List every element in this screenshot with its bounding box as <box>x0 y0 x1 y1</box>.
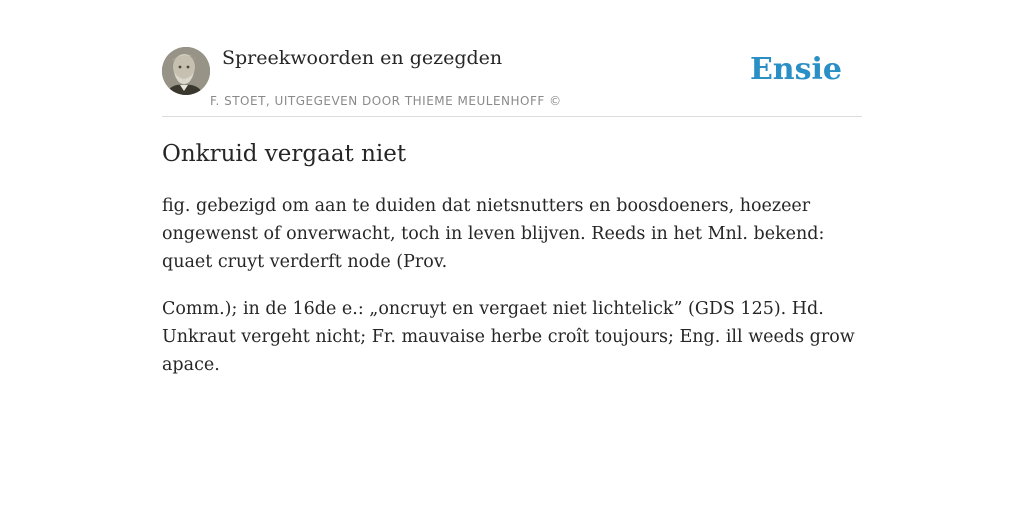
page-container <box>162 0 862 512</box>
page-header <box>162 0 862 117</box>
book-title[interactable]: Spreekwoorden en gezegden <box>222 47 503 69</box>
ensie-logo-link[interactable]: Ensie <box>749 52 842 87</box>
entry-paragraph: fig. gebezigd om aan te duiden dat nietsnutters en boosdoeners, hoezeer ongewenst of onverwacht, toch in leven blijven. Reeds in het Mnl. bekend: quaet cruyt verderft node (Prov. <box>162 196 825 272</box>
entry-paragraph: Comm.); in de 16de e.: „oncruyt en vergaet niet lichtelick” (GDS 125). Hd. Unkraut vergeht nicht; Fr. mauvaise herbe croît toujours; Eng. ill weeds grow apace. <box>162 299 855 375</box>
entry-title: Onkruid vergaat niet <box>162 141 407 167</box>
author-portrait-icon <box>162 47 210 95</box>
book-source: F. STOET, UITGEGEVEN DOOR THIEME MEULENHOFF © <box>210 94 562 108</box>
